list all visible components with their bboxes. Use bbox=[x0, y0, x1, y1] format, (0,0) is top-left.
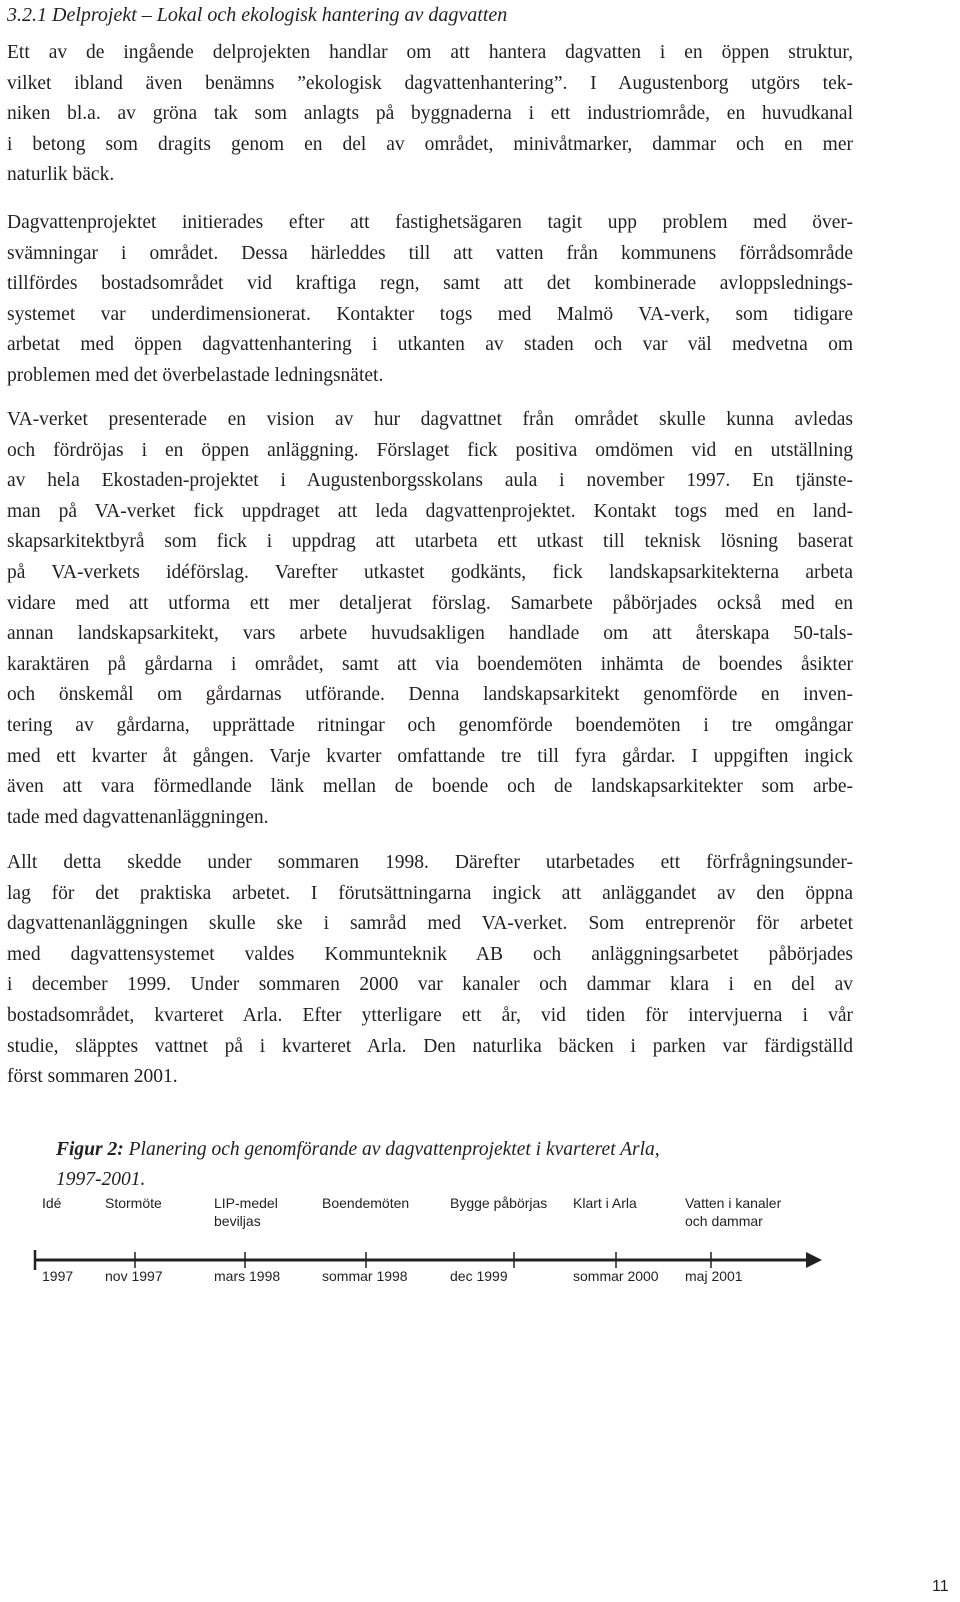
timeline-date: sommar 1998 bbox=[322, 1268, 408, 1284]
paragraph-line: studie, släpptes vattnet på i kvarteret Arla. Den naturlika bäcken i parken var färdigställd bbox=[7, 1035, 853, 1057]
timeline-label-lip-medel: LIP-medel beviljas bbox=[214, 1195, 278, 1229]
paragraph-line: Ett av de ingående delprojekten handlar om att hantera dagvatten i en öppen struktur, bbox=[7, 42, 853, 63]
section-heading: 3.2.1 Delprojekt – Lokal och ekologisk hantering av dagvatten bbox=[7, 4, 508, 26]
paragraph-line: med dagvattensystemet valdes Kommunteknik AB och anläggningsarbetet påbörjades bbox=[7, 943, 853, 965]
paragraph-line: vilket ibland även benämns ”ekologisk dagvattenhantering”. I Augustenborg utgörs tek- bbox=[7, 72, 853, 94]
timeline-arrowhead bbox=[806, 1252, 822, 1268]
timeline-label-klart: Klart i Arla bbox=[573, 1195, 637, 1211]
timeline-label-vatten: Vatten i kanaler och dammar bbox=[685, 1195, 782, 1229]
paragraph-line: av hela Ekostaden-projektet i Augustenborgsskolans aula i november 1997. En tjänste- bbox=[7, 470, 853, 492]
paragraph-line: i december 1999. Under sommaren 2000 var kanaler och dammar klara i en del av bbox=[7, 974, 853, 996]
paragraph-line: annan landskapsarkitekt, vars arbete huvudsakligen handlade om att återskapa 50-tals- bbox=[7, 623, 853, 645]
paragraph-line: lag för det praktiska arbetet. I förutsättningarna ingick att anläggandet av den öppna bbox=[7, 882, 853, 904]
paragraph-line: med ett kvarter åt gången. Varje kvarter omfattande tre till fyra gårdar. I uppgiften ingick bbox=[7, 745, 853, 767]
paragraph-line: VA-verket presenterade en vision av hur dagvattnet från området skulle kunna avledas bbox=[7, 409, 853, 430]
paragraph-line: arbetat med öppen dagvattenhantering i utkanten av staden och var väl medvetna om bbox=[7, 334, 853, 356]
paragraph-line: och önskemål om gårdarnas utförande. Denna landskapsarkitekt genomförde en inven- bbox=[7, 684, 853, 706]
paragraph bbox=[7, 405, 853, 833]
timeline-date: dec 1999 bbox=[450, 1268, 508, 1284]
paragraph-line: tade med dagvattenanläggningen. bbox=[7, 806, 269, 828]
paragraph-line: naturlik bäck. bbox=[7, 164, 115, 186]
timeline-date: 1997 bbox=[42, 1268, 74, 1284]
timeline-label-bygge: Bygge påbörjas bbox=[450, 1195, 548, 1211]
figure-label: Figur 2: bbox=[56, 1139, 124, 1160]
figure-caption bbox=[56, 1135, 756, 1195]
paragraph-line: och fördröjas i en öppen anläggning. Förslaget fick positiva omdömen vid en utställning bbox=[7, 439, 853, 461]
timeline-date: maj 2001 bbox=[685, 1268, 743, 1284]
paragraph-line: Dagvattenprojektet initierades efter att fastighetsägaren tagit upp problem med över- bbox=[7, 212, 853, 233]
paragraph-line: skapsarkitektbyrå som fick i uppdrag att utarbeta ett utkast till teknisk lösning baserat bbox=[7, 531, 853, 553]
page-number: 11 bbox=[932, 1578, 949, 1595]
paragraph-line: först sommaren 2001. bbox=[7, 1066, 178, 1088]
paragraph-line: dagvattenanläggningen skulle ske i samråd med VA-verket. Som entreprenör för arbetet bbox=[7, 913, 853, 935]
paragraph-line: svämningar i området. Dessa härleddes till att vatten från kommunens förrådsområde bbox=[7, 242, 853, 264]
paragraph-line: tering av gårdarna, upprättade ritningar och genomförde boendemöten i tre omgångar bbox=[7, 714, 853, 736]
paragraph bbox=[7, 208, 853, 392]
paragraph-line: Allt detta skedde under sommaren 1998. Därefter utarbetades ett förfrågningsunder- bbox=[7, 852, 853, 873]
paragraph bbox=[7, 848, 853, 1093]
paragraph-line: man på VA-verket fick uppdraget att leda dagvattenprojektet. Kontakt togs med en land- bbox=[7, 500, 853, 522]
paragraph-line: i betong som dragits genom en del av området, minivåtmarker, dammar och en mer bbox=[7, 133, 853, 155]
figure-caption-years: 1997-2001. bbox=[56, 1169, 146, 1190]
paragraph-line: tillfördes bostadsområdet vid kraftiga regn, samt att det kombinerade avloppslednings- bbox=[7, 273, 853, 295]
timeline-date: mars 1998 bbox=[214, 1268, 281, 1284]
timeline-date: nov 1997 bbox=[105, 1268, 163, 1284]
timeline-label-boendemoten: Boendemöten bbox=[322, 1195, 410, 1211]
paragraph-line: problemen med det överbelastade ledningsnätet. bbox=[7, 364, 384, 386]
timeline-label-ide: Idé bbox=[42, 1195, 62, 1211]
timeline-date: sommar 2000 bbox=[573, 1268, 659, 1284]
paragraph bbox=[7, 38, 853, 191]
paragraph-line: systemet var underdimensionerat. Kontakter togs med Malmö VA-verk, som tidigare bbox=[7, 303, 853, 325]
paragraph-line: även att vara förmedlande länk mellan de boende och de landskapsarkitekter som arbe- bbox=[7, 776, 853, 798]
paragraph-line: på VA-verkets idéförslag. Varefter utkastet godkänts, fick landskapsarkitekterna arbeta bbox=[7, 561, 853, 583]
paragraph-line: karaktären på gårdarna i området, samt att via boendemöten inhämta de boendes åsikter bbox=[7, 653, 853, 675]
paragraph-line: niken bl.a. av gröna tak som anlagts på byggnaderna i ett industriområde, en huvudkanal bbox=[7, 103, 853, 125]
paragraph-line: bostadsområdet, kvarteret Arla. Efter ytterligare ett år, vid tiden för intervjuerna i vår bbox=[7, 1004, 853, 1026]
timeline-label-stormote: Stormöte bbox=[105, 1195, 162, 1211]
paragraph-line: vidare med att utforma ett mer detaljerat förslag. Samarbete påbörjades också med en bbox=[7, 592, 853, 614]
figure-caption-text: Planering och genomförande av dagvattenprojektet i kvarteret Arla, bbox=[123, 1139, 660, 1160]
